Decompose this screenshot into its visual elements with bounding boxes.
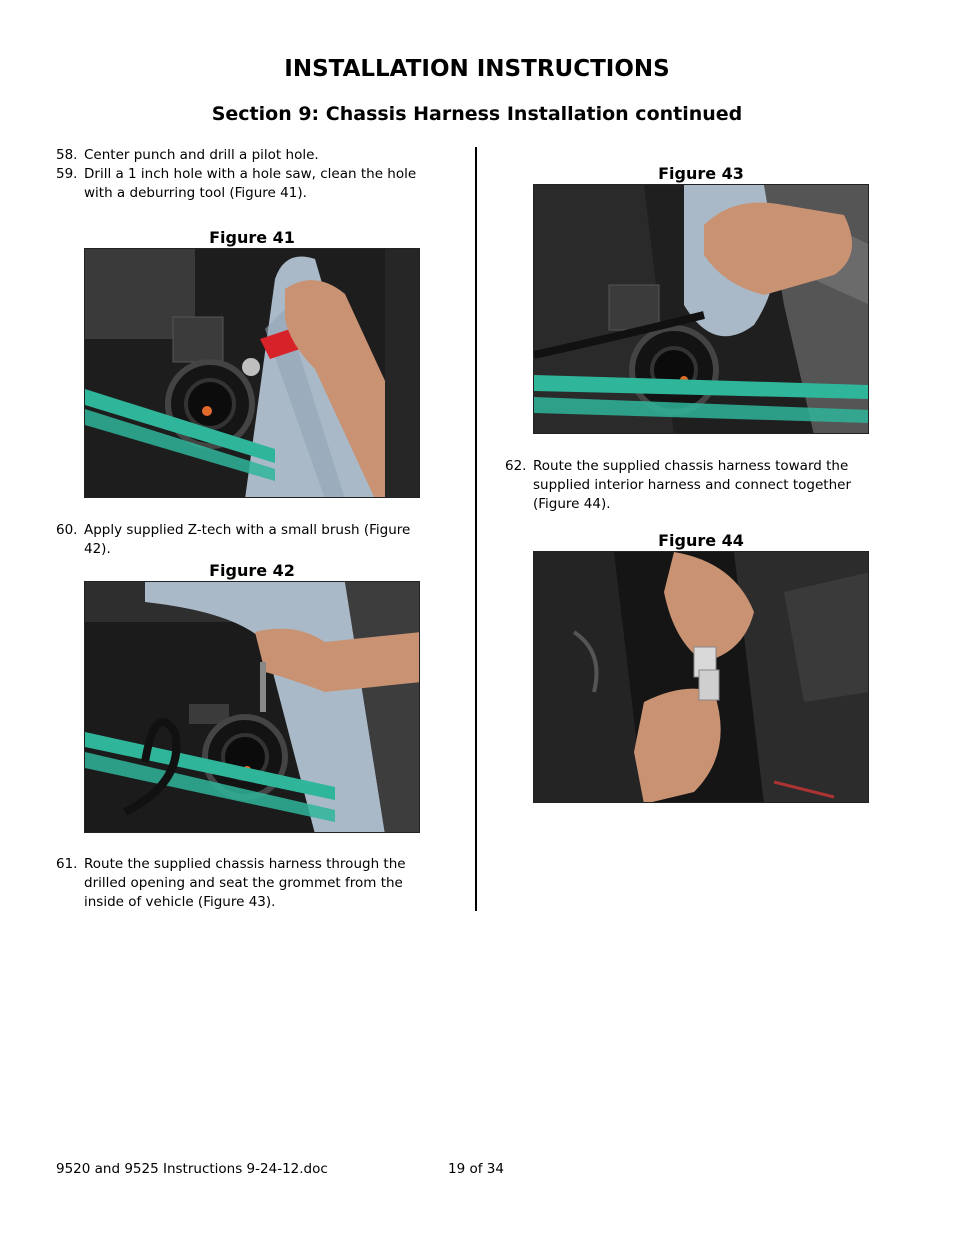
step-61 [56,855,456,912]
step-text: Route the supplied chassis harness toward the [533,458,849,474]
step-text: supplied interior harness and connect together [533,477,851,493]
step-number: 61. [56,856,78,872]
step-text: Center punch and drill a pilot hole. [84,147,319,163]
step-text: Apply supplied Z-tech with a small brush (Figure [84,522,411,538]
figure-43-caption: Figure 43 [658,164,744,183]
step-number: 58. [56,147,78,163]
section-title: Section 9: Chassis Harness Installation continued [211,103,743,125]
figure-44-caption: Figure 44 [658,531,744,550]
step-number: 60. [56,522,78,538]
step-text: drilled opening and seat the grommet from the [84,875,403,891]
figure-42-caption: Figure 42 [209,561,295,580]
step-number: 59. [56,166,78,182]
figure-41-photo [84,248,420,498]
step-text: with a deburring tool (Figure 41). [84,185,307,201]
figure-41-caption: Figure 41 [209,228,295,247]
figure-43-photo [533,184,869,434]
step-58 [56,146,456,165]
column-divider [475,147,477,911]
step-text: 42). [84,541,111,557]
step-62 [505,457,905,514]
figure-44-photo [533,551,869,803]
step-59 [56,165,456,203]
page-title: INSTALLATION INSTRUCTIONS [284,56,670,82]
figure-42-photo [84,581,420,833]
footer-document-name: 9520 and 9525 Instructions 9-24-12.doc [56,1161,328,1177]
step-text: Drill a 1 inch hole with a hole saw, clean the hole [84,166,417,182]
step-number: 62. [505,458,527,474]
step-text: (Figure 44). [533,496,611,512]
step-text: inside of vehicle (Figure 43). [84,894,276,910]
footer-page-number: 19 of 34 [448,1161,504,1177]
step-text: Route the supplied chassis harness through the [84,856,406,872]
step-60 [56,521,456,559]
